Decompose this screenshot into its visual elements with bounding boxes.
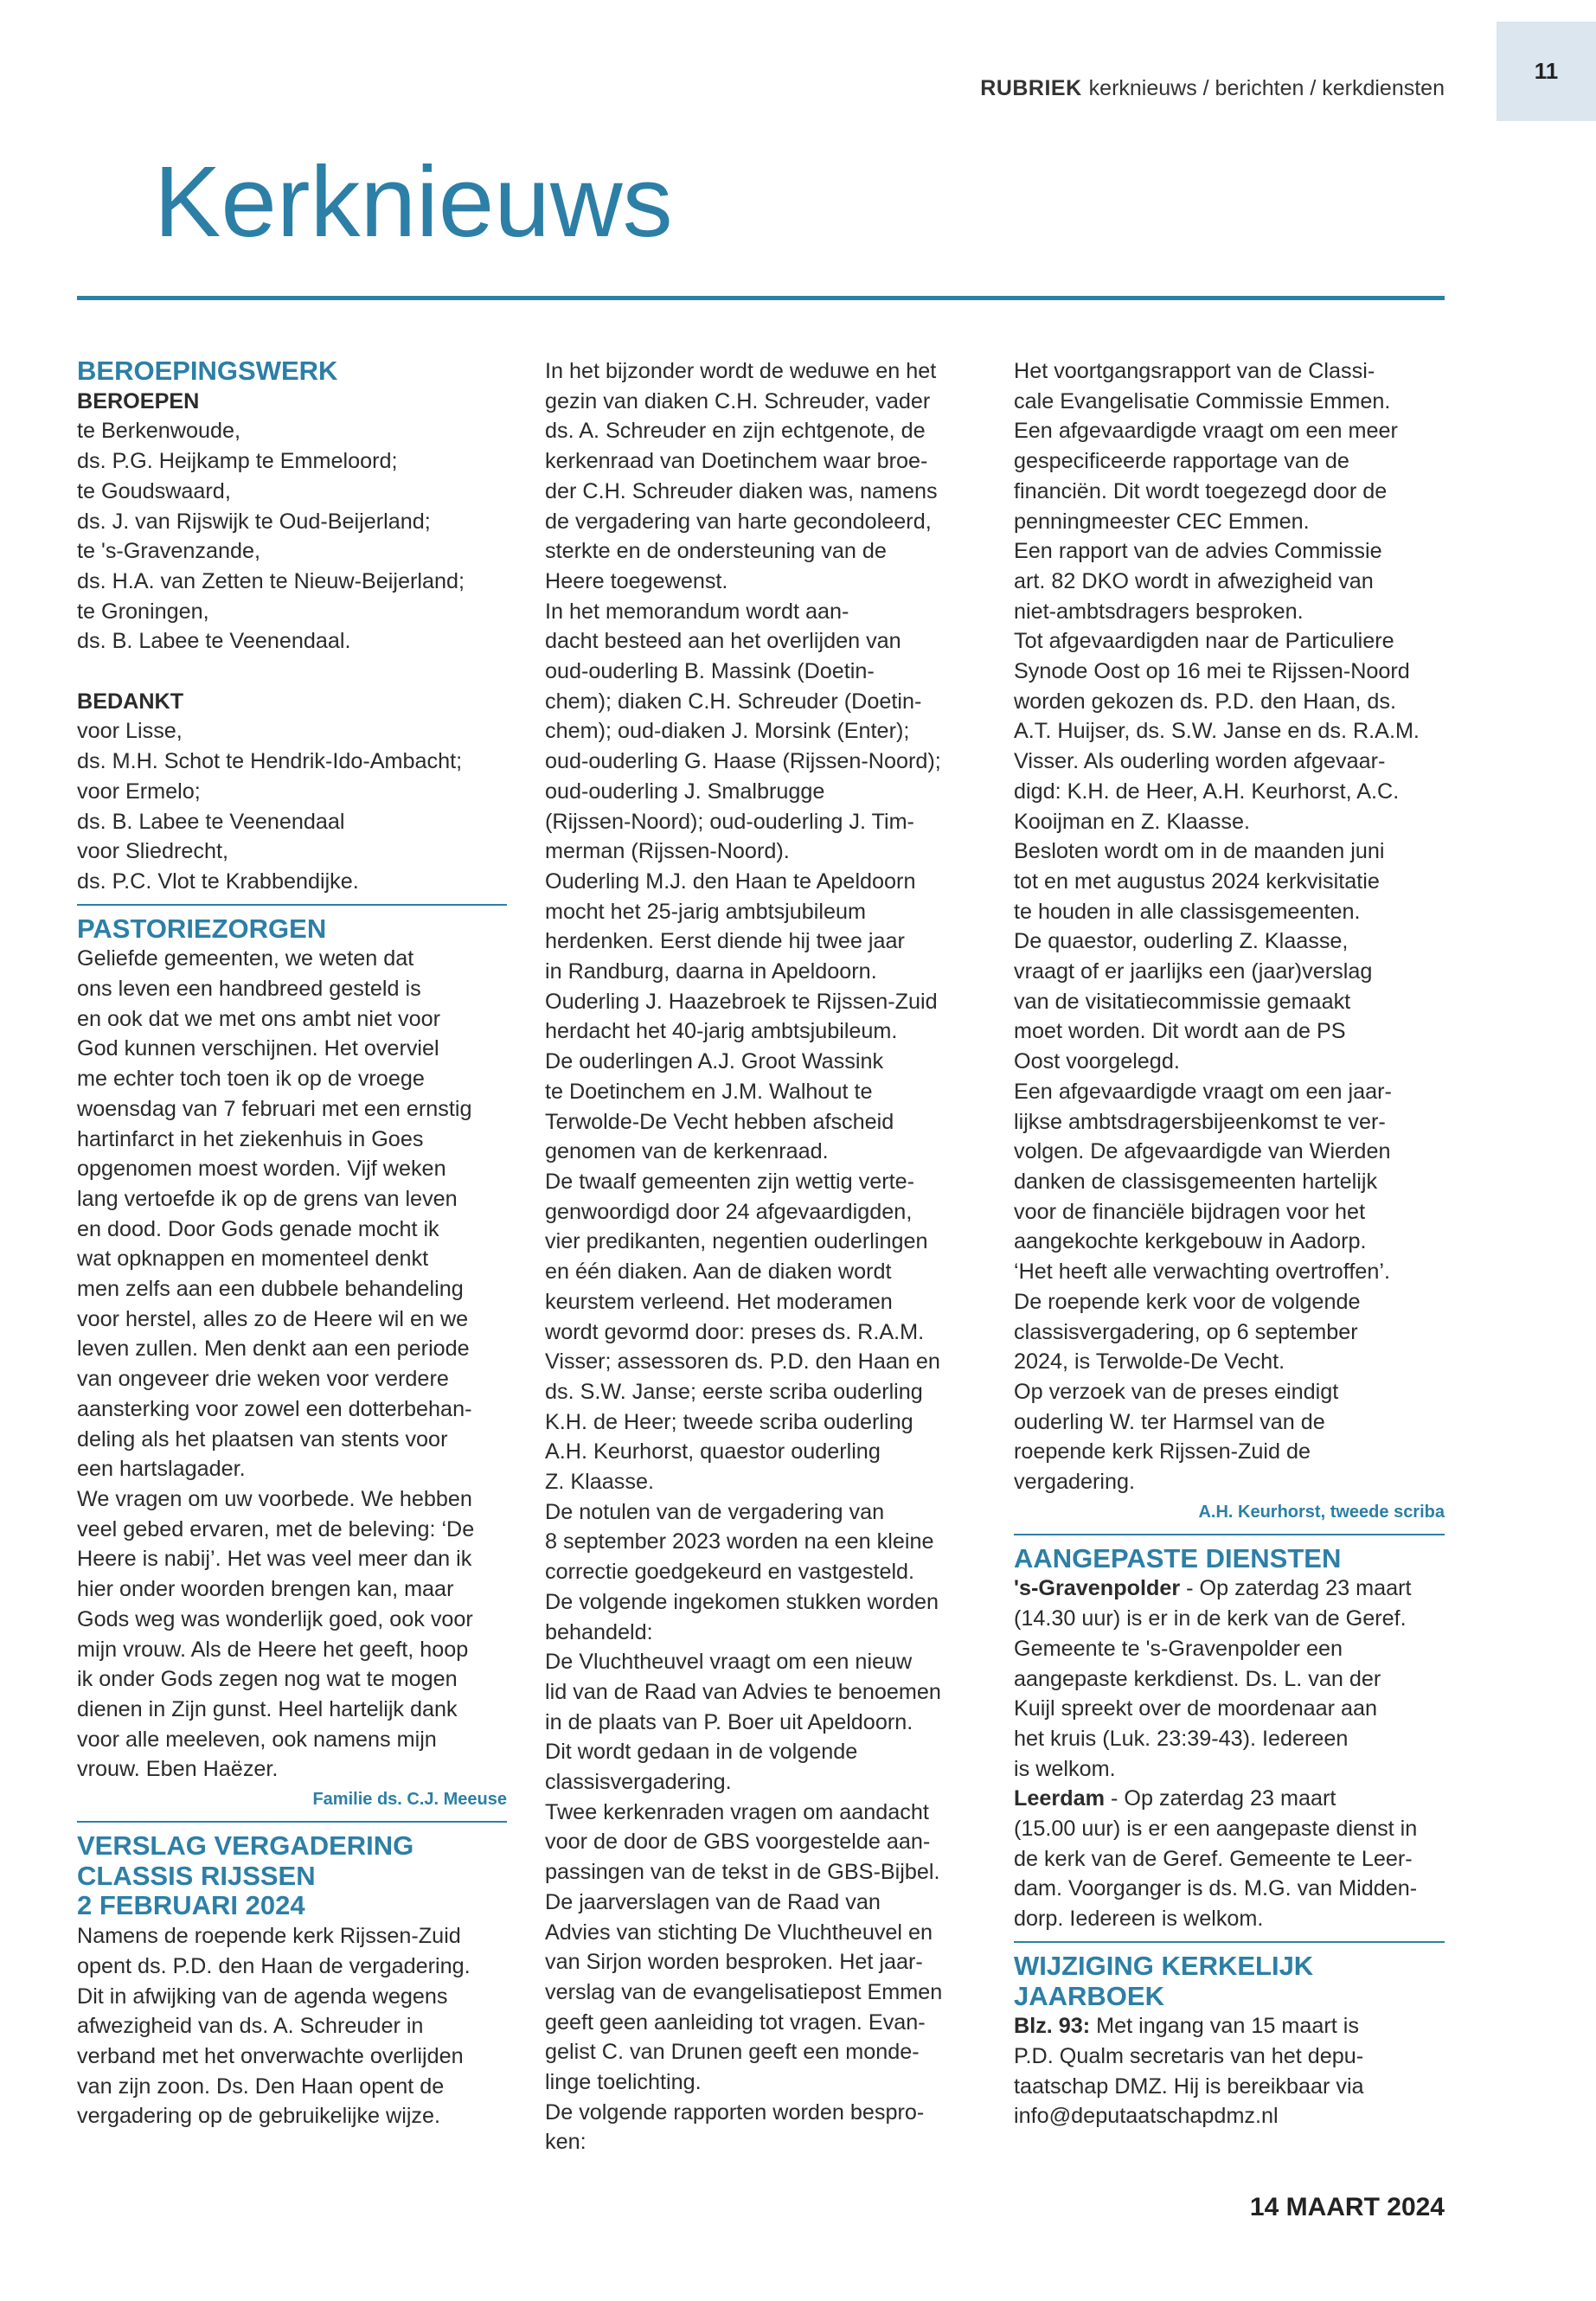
body-line: Advies van stichting De Vluchtheuvel en (545, 1920, 933, 1945)
body-line: Gods weg was wonderlijk goed, ook voor (77, 1606, 473, 1631)
body-line: In het memorandum wordt aan- (545, 599, 849, 624)
body-line: te Doetinchem en J.M. Walhout te (545, 1079, 873, 1104)
body-line: De ouderlingen A.J. Groot Wassink (545, 1049, 884, 1074)
page-number: 11 (1497, 22, 1596, 121)
body-line: hartinfarct in het ziekenhuis in Goes (77, 1126, 424, 1151)
body-line: Een rapport van de advies Commissie (1014, 539, 1382, 564)
body-line: behandeld: (545, 1619, 653, 1644)
body-line: hier onder woorden brengen kan, maar (77, 1577, 454, 1602)
body-line: 2024, is Terwolde-De Vecht. (1014, 1349, 1285, 1375)
body-line: ken: (545, 2130, 586, 2155)
body-line: aangekochte kerkgebouw in Aadorp. (1014, 1229, 1367, 1254)
body-line: mijn vrouw. Als de Heere het geeft, hoop (77, 1637, 469, 1662)
body-line: (14.30 uur) is er in de kerk van de Geref. (1014, 1606, 1407, 1631)
body-line: gespecificeerde rapportage van de (1014, 449, 1349, 474)
aangepaste-diensten-heading: AANGEPASTE DIENSTEN (1014, 1542, 1342, 1574)
gravenpolder-intro: - Op zaterdag 23 maart (1180, 1576, 1412, 1601)
verslag-heading: CLASSIS RIJSSEN (77, 1860, 316, 1891)
body-line: een hartslagader. (77, 1457, 246, 1482)
body-line: leven zullen. Men denkt aan een periode (77, 1336, 470, 1362)
verslag-heading: 2 FEBRUARI 2024 (77, 1890, 305, 1921)
body-line: geeft geen aanleiding tot vragen. Evan- (545, 2009, 926, 2035)
body-line: In het bijzonder wordt de weduwe en het (545, 359, 937, 383)
body-line: Het voortgangsrapport van de Classi- (1014, 359, 1375, 383)
body-line: P.D. Qualm secretaris van het depu- (1014, 2043, 1364, 2068)
page-title: Kerknieuws (154, 145, 673, 258)
body-line: De Vluchtheuvel vraagt om een nieuw (545, 1650, 913, 1675)
body-line: in de plaats van P. Boer uit Apeldoorn. (545, 1709, 913, 1734)
body-line: linge toelichting. (545, 2070, 702, 2095)
body-line: woensdag van 7 februari met een ernstig (77, 1096, 472, 1121)
body-line: de kerk van de Geref. Gemeente te Leer- (1014, 1846, 1413, 1871)
body-line: van Sirjon worden besproken. Het jaar- (545, 1950, 923, 1975)
body-line: A.H. Keurhorst, quaestor ouderling (545, 1439, 881, 1465)
body-line: Een afgevaardigde vraagt om een jaar- (1014, 1079, 1392, 1104)
body-line: Kooijman en Z. Klaasse. (1014, 809, 1251, 834)
body-line: merman (Rijssen-Noord). (545, 839, 790, 864)
leerdam-intro: - Op zaterdag 23 maart (1105, 1786, 1336, 1811)
body-line: aansterking voor zowel een dotterbehan- (77, 1396, 472, 1421)
body-line: moet worden. Dit wordt aan de PS (1014, 1019, 1346, 1044)
body-line: deling als het plaatsen van stents voor (77, 1426, 448, 1452)
body-line: der C.H. Schreuder diaken was, namens (545, 478, 938, 503)
body-line: chem); oud-diaken J. Morsink (Enter); (545, 719, 910, 744)
body-line: Twee kerkenraden vragen om aandacht (545, 1799, 929, 1824)
column-2 (545, 356, 975, 2157)
beroepen-line: te 's-Gravenzande, (77, 539, 261, 564)
body-line: en één diaken. Aan de diaken wordt (545, 1259, 892, 1285)
body-line: vier predikanten, negentien ouderlingen (545, 1229, 928, 1254)
leerdam-first-line (1014, 1784, 1445, 1814)
section-divider (77, 1821, 507, 1823)
section-divider (1014, 1941, 1445, 1943)
body-line: Heere toegewenst. (545, 568, 728, 593)
body-line: opent ds. P.D. den Haan de vergadering. (77, 1953, 471, 1978)
body-line: art. 82 DKO wordt in afwezigheid van (1014, 568, 1374, 593)
body-line: lid van de Raad van Advies te benoemen (545, 1679, 941, 1704)
body-line: dorp. Iedereen is welkom. (1014, 1907, 1264, 1932)
body-line: Kuijl spreekt over de moordenaar aan (1014, 1696, 1378, 1721)
body-line: We vragen om uw voorbede. We hebben (77, 1487, 472, 1511)
gravenpolder-first-line (1014, 1574, 1445, 1604)
section-label: RUBRIEK (980, 76, 1082, 100)
body-line: roepende kerk Rijssen-Zuid de (1014, 1439, 1311, 1465)
body-line: Een afgevaardigde vraagt om een meer (1014, 419, 1398, 444)
body-line: Gemeente te 's-Gravenpolder een (1014, 1636, 1343, 1661)
wijziging-heading: WIJZIGING KERKELIJK (1014, 1950, 1314, 1981)
body-line: genomen van de kerkenraad. (545, 1139, 829, 1164)
body-line: vraagt of er jaarlijks een (jaar)verslag (1014, 959, 1373, 984)
body-line: financiën. Dit wordt toegezegd door de (1014, 478, 1388, 503)
body-line: Ouderling M.J. den Haan te Apeldoorn (545, 868, 916, 894)
body-line: worden gekozen ds. P.D. den Haan, ds. (1014, 689, 1396, 714)
body-line: voor de financiële bijdragen voor het (1014, 1199, 1366, 1224)
body-line: De volgende ingekomen stukken worden (545, 1589, 939, 1614)
pastoriezorgen-signature: Familie ds. C.J. Meeuse (312, 1790, 507, 1810)
pastoriezorgen-heading: PASTORIEZORGEN (77, 913, 327, 944)
body-line: taatschap DMZ. Hij is bereikbaar via (1014, 2073, 1364, 2099)
beroepen-line: ds. H.A. van Zetten te Nieuw-Beijerland; (77, 568, 465, 593)
beroepen-line: te Groningen, (77, 599, 209, 624)
body-line: Ouderling J. Haazebroek te Rijssen-Zuid (545, 989, 938, 1014)
body-line: wat opknappen en momenteel denkt (77, 1247, 429, 1272)
body-line: ds. A. Schreuder en zijn echtgenote, de (545, 419, 926, 444)
body-line: Visser; assessoren ds. P.D. den Haan en (545, 1349, 940, 1375)
body-line: De notulen van de vergadering van (545, 1499, 885, 1524)
body-line: veel gebed ervaren, met de beleving: ‘De (77, 1516, 475, 1541)
body-line: Dit wordt gedaan in de volgende (545, 1740, 858, 1765)
body-line: men zelfs aan een dubbele behandeling (77, 1277, 464, 1302)
bedankt-line: voor Ermelo; (77, 779, 201, 804)
body-line: de vergadering van harte gecondoleerd, (545, 509, 932, 534)
body-line: classisvergadering, op 6 september (1014, 1319, 1358, 1344)
body-line: ons leven een handbreed gesteld is (77, 977, 421, 1002)
verslag-heading: VERSLAG VERGADERING (77, 1830, 414, 1862)
body-line: oud-ouderling J. Smalbrugge (545, 779, 825, 804)
body-line: cale Evangelisatie Commissie Emmen. (1014, 388, 1391, 413)
body-line: me echter toch toen ik op de vroege (77, 1067, 425, 1092)
body-line: (15.00 uur) is er een aangepaste dienst in (1014, 1817, 1418, 1842)
body-line: van zijn zoon. Ds. Den Haan opent de (77, 2073, 445, 2099)
body-line: kerkenraad van Doetinchem waar broe- (545, 449, 928, 474)
body-line: chem); diaken C.H. Schreuder (Doetin- (545, 689, 922, 714)
body-line: A.T. Huijser, ds. S.W. Janse en ds. R.A.M. (1014, 719, 1420, 744)
body-line: genwoordigd door 24 afgevaardigden, (545, 1199, 913, 1224)
body-line: vergadering. (1014, 1470, 1136, 1495)
body-line: oud-ouderling B. Massink (Doetin- (545, 659, 875, 684)
body-line: danken de classisgemeenten hartelijk (1014, 1169, 1378, 1194)
body-line: De quaestor, ouderling Z. Klaasse, (1014, 929, 1349, 954)
body-line: aangepaste kerkdienst. Ds. L. van der (1014, 1666, 1381, 1691)
title-divider (77, 296, 1445, 300)
email-link[interactable]: info@deputaatschapdmz.nl (1014, 2104, 1279, 2129)
bedankt-line: ds. P.C. Vlot te Krabbendijke. (77, 868, 359, 894)
body-line: herdenken. Eerst diende hij twee jaar (545, 929, 905, 954)
body-line: mocht het 25-jarig ambtsjubileum (545, 899, 866, 924)
body-line: passingen van de tekst in de GBS-Bijbel. (545, 1860, 940, 1885)
body-line: en ook dat we met ons ambt niet voor (77, 1006, 441, 1031)
section-topics: kerknieuws / berichten / kerkdiensten (1088, 76, 1445, 100)
blz-label: Blz. 93: (1014, 2014, 1091, 2039)
wijziging-heading: JAARBOEK (1014, 1980, 1164, 2011)
body-line: voor de door de GBS voorgestelde aan- (545, 1830, 931, 1855)
body-line: Geliefde gemeenten, we weten dat (77, 946, 414, 971)
body-line: (Rijssen-Noord); oud-ouderling J. Tim- (545, 809, 914, 834)
body-line: tot en met augustus 2024 kerkvisitatie (1014, 868, 1380, 894)
body-line: Visser. Als ouderling worden afgevaar- (1014, 749, 1386, 774)
body-line: gelist C. van Drunen geeft een monde- (545, 2040, 920, 2065)
body-line: oud-ouderling G. Haase (Rijssen-Noord); (545, 749, 941, 774)
bedankt-label: BEDANKT (77, 689, 184, 714)
gravenpolder-place: 's-Gravenpolder (1014, 1576, 1181, 1601)
body-line: Dit in afwijking van de agenda wegens (77, 1984, 448, 2009)
body-line: het kruis (Luk. 23:39-43). Iedereen (1014, 1726, 1349, 1751)
body-line: van de visitatiecommissie gemaakt (1014, 989, 1351, 1014)
body-line: K.H. de Heer; tweede scriba ouderling (545, 1409, 913, 1434)
bedankt-line: voor Lisse, (77, 719, 183, 744)
verslag-signature: A.H. Keurhorst, tweede scriba (1198, 1502, 1445, 1522)
body-line: voor herstel, alles zo de Heere wil en we (77, 1306, 469, 1331)
body-line: De jaarverslagen van de Raad van (545, 1889, 881, 1914)
beroepen-line: te Goudswaard, (77, 478, 231, 503)
body-line: in Randburg, daarna in Apeldoorn. (545, 959, 877, 984)
bedankt-line: ds. M.H. Schot te Hendrik-Ido-Ambacht; (77, 749, 463, 774)
beroepingswerk-heading: BEROEPINGSWERK (77, 356, 338, 386)
spacer (77, 657, 507, 687)
body-line: niet-ambtsdragers besproken. (1014, 599, 1304, 624)
body-line: Terwolde-De Vecht hebben afscheid (545, 1109, 894, 1134)
body-line: verband met het onverwachte overlijden (77, 2043, 464, 2068)
body-line: afwezigheid van ds. A. Schreuder in (77, 2014, 424, 2039)
body-line: digd: K.H. de Heer, A.H. Keurhorst, A.C. (1014, 779, 1400, 804)
body-line: De roepende kerk voor de volgende (1014, 1289, 1361, 1314)
body-line: is welkom. (1014, 1756, 1116, 1781)
body-line: Heere is nabij’. Het was veel meer dan ik (77, 1547, 472, 1572)
body-line: opgenomen moest worden. Vijf weken (77, 1157, 446, 1182)
column-3 (1014, 356, 1445, 2131)
blz-first-line (1014, 2011, 1445, 2041)
body-line: keurstem verleend. Het moderamen (545, 1289, 893, 1314)
beroepen-label: BEROEPEN (77, 388, 200, 413)
body-line: lijkse ambtsdragersbijeenkomst te ver- (1014, 1109, 1386, 1134)
column-1 (77, 356, 507, 2131)
issue-date: 14 MAART 2024 (1249, 2193, 1445, 2221)
body-line: lang vertoefde ik op de grens van leven (77, 1186, 458, 1211)
body-line: te houden in alle classisgemeenten. (1014, 899, 1361, 924)
body-line: De volgende rapporten worden bespro- (545, 2099, 925, 2125)
beroepen-line: ds. J. van Rijswijk te Oud-Beijerland; (77, 509, 431, 534)
body-line: ‘Het heeft alle verwachting overtroffen’. (1014, 1259, 1390, 1285)
bedankt-line: voor Sliedrecht, (77, 839, 228, 864)
body-line: herdacht het 40-jarig ambtsjubileum. (545, 1019, 898, 1044)
section-divider (77, 904, 507, 906)
body-line: sterkte en de ondersteuning van de (545, 539, 887, 564)
beroepen-line: te Berkenwoude, (77, 419, 241, 444)
body-line: vrouw. Eben Haëzer. (77, 1757, 279, 1782)
body-line: wordt gevormd door: preses ds. R.A.M. (545, 1319, 925, 1344)
body-line: en dood. Door Gods genade mocht ik (77, 1216, 439, 1241)
body-line: ouderling W. ter Harmsel van de (1014, 1409, 1325, 1434)
body-line: 8 september 2023 worden na een kleine (545, 1529, 934, 1554)
body-line: classisvergadering. (545, 1770, 732, 1795)
body-line: Synode Oost op 16 mei te Rijssen-Noord (1014, 659, 1410, 684)
body-line: penningmeester CEC Emmen. (1014, 509, 1310, 534)
body-line: volgen. De afgevaardigde van Wierden (1014, 1139, 1391, 1164)
body-line: voor alle meeleven, ook namens mijn (77, 1727, 437, 1752)
body-line: Z. Klaasse. (545, 1470, 654, 1495)
body-line: Oost voorgelegd. (1014, 1049, 1180, 1074)
body-line: dienen in Zijn gunst. Heel hartelijk dank (77, 1696, 458, 1721)
body-line: Tot afgevaardigden naar de Particuliere (1014, 629, 1394, 654)
body-line: De twaalf gemeenten zijn wettig verte- (545, 1169, 914, 1194)
body-line: ik onder Gods zegen nog wat te mogen (77, 1667, 458, 1692)
section-header (980, 76, 1445, 101)
body-line: Op verzoek van de preses eindigt (1014, 1379, 1339, 1404)
body-line: correctie goedgekeurd en vastgesteld. (545, 1560, 915, 1585)
body-line: van ongeveer drie weken voor verdere (77, 1367, 449, 1392)
bedankt-line: ds. B. Labee te Veenendaal (77, 809, 345, 834)
blz-intro: Met ingang van 15 maart is (1090, 2014, 1359, 2039)
body-line: gezin van diaken C.H. Schreuder, vader (545, 388, 931, 413)
leerdam-place: Leerdam (1014, 1786, 1105, 1811)
section-divider (1014, 1534, 1445, 1535)
body-line: vergadering op de gebruikelijke wijze. (77, 2104, 441, 2129)
body-line: God kunnen verschijnen. Het overviel (77, 1036, 439, 1061)
body-line: Besloten wordt om in de maanden juni (1014, 839, 1385, 864)
body-line: verslag van de evangelisatiepost Emmen (545, 1979, 943, 2004)
body-line: Namens de roepende kerk Rijssen-Zuid (77, 1924, 461, 1949)
body-line: dam. Voorganger is ds. M.G. van Midden- (1014, 1876, 1418, 1901)
beroepen-line: ds. B. Labee te Veenendaal. (77, 629, 351, 654)
body-line: dacht besteed aan het overlijden van (545, 629, 901, 654)
beroepen-line: ds. P.G. Heijkamp te Emmeloord; (77, 449, 398, 474)
body-line: ds. S.W. Janse; eerste scriba ouderling (545, 1379, 923, 1404)
